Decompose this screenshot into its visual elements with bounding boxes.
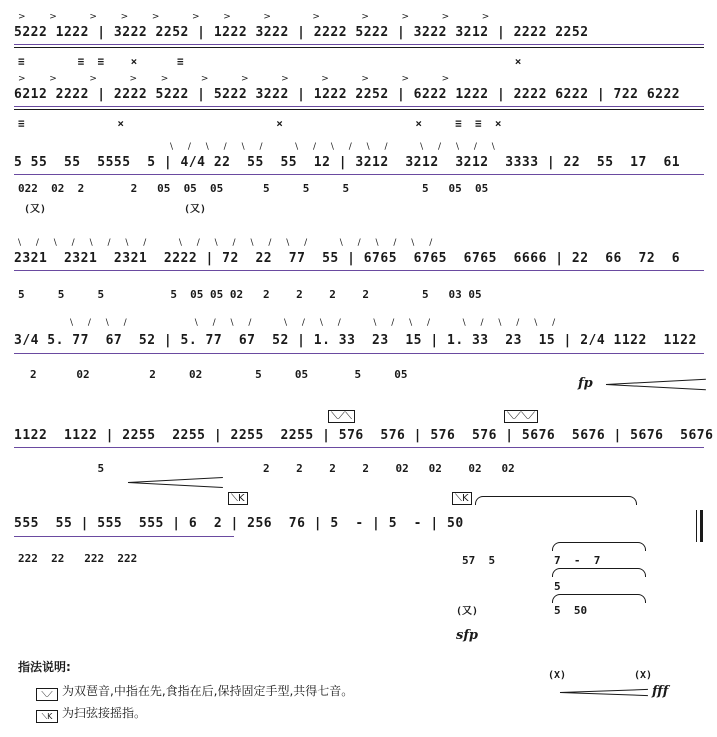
- voice-2a: 7 - 7: [554, 554, 601, 567]
- technique-box: ⟍⟋⟍⟋: [504, 410, 538, 423]
- beam-line: [14, 174, 704, 175]
- crescendo-line: [606, 384, 706, 390]
- beam-line: [14, 536, 234, 537]
- legend-item-sweep-tremolo: [36, 704, 146, 723]
- dynamic-sfp: sfp: [456, 628, 479, 643]
- accompaniment-line: ≡ × × × ≡ ≡ ×: [18, 117, 502, 130]
- tie-bracket: [552, 568, 646, 577]
- accompaniment-line: 5 5 5 5 05 05 02 2 2 2 2 5 03 05: [18, 288, 482, 301]
- dynamic-fff: fff: [652, 684, 669, 699]
- legend-title: 指法说明:: [18, 660, 71, 674]
- accompaniment-line: ≡ ≡ ≡ × ≡ ×: [18, 55, 522, 68]
- legend-item-label: 为扫弦接摇指。: [62, 706, 147, 720]
- final-barline: [700, 510, 703, 542]
- fingering-mark: (X): [634, 670, 653, 681]
- beam-line: [14, 353, 704, 354]
- beam-line: [14, 270, 704, 271]
- accent-marks: \ / \ / \ / \ / \ / \ / \ / \ / \: [170, 142, 501, 152]
- melody-line: 5 55 55 5555 5 | 4/4 22 55 55 12 | 3212 3212 3212 3333 | 22 55 17 61: [14, 155, 681, 170]
- accompaniment-line: 222 22 222 222: [18, 552, 138, 565]
- beam-line: [14, 44, 704, 45]
- double-arpeggio-icon: ⟍⟋: [36, 688, 58, 701]
- voice-2c: 5 50: [554, 604, 588, 617]
- melody-line: 555 55 | 555 555 | 6 2 | 256 76 | 5 - | 5 - | 50: [14, 516, 464, 531]
- technique-box: ⟍K: [228, 492, 248, 505]
- beam-line: [14, 47, 704, 48]
- tie-bracket: [475, 496, 637, 505]
- fingering-mark: (又): [24, 204, 47, 215]
- technique-box: ⟍K: [452, 492, 472, 505]
- accent-marks: \ / \ / \ / \ / \ / \ / \ / \ / \ / \ / \ /: [18, 238, 439, 248]
- beam-line: [14, 106, 704, 107]
- accompaniment-line: 2 02 2 02 5 05 5 05: [30, 368, 408, 381]
- voice-2b: 5: [554, 580, 561, 593]
- accent-marks: \ / \ / \ / \ / \ / \ / \ / \ / \ / \ / \ /: [70, 318, 562, 328]
- accompaniment-line: 022 02 2 2 05 05 05 5 5 5 5 05 05: [18, 182, 489, 195]
- beam-line: [14, 109, 704, 110]
- fingering-mark: (X): [548, 670, 567, 681]
- melody-line: 6212 2222 | 2222 5222 | 5222 3222 | 1222 2252 | 6222 1222 | 2222 6222 | 722 6222: [14, 87, 681, 102]
- technique-box: ⟍⟋⟍: [328, 410, 355, 423]
- decrescendo-line: [128, 482, 223, 488]
- accent-marks: > > > > > > > > > > > >: [18, 74, 456, 84]
- barline: [696, 510, 697, 542]
- legend-item-double-arpeggio: [36, 682, 353, 701]
- voice-1: 57 5: [462, 554, 496, 567]
- fingering-mark: (又): [184, 204, 207, 215]
- dynamic-fp: fp: [578, 376, 593, 391]
- melody-line: 3/4 5. 77 67 52 | 5. 77 67 52 | 1. 33 23 15 | 1. 33 23 15 | 2/4 1122 1122: [14, 333, 697, 348]
- sweep-tremolo-icon: ⟍K: [36, 710, 58, 723]
- legend-item-label: 为双琶音,中指在先,食指在后,保持固定手型,共得七音。: [62, 684, 354, 698]
- fingering-mark: (又): [456, 606, 479, 617]
- decrescendo-line: [128, 477, 223, 483]
- melody-line: 2321 2321 2321 2222 | 72 22 77 55 | 6765 6765 6765 6666 | 22 66 72 6: [14, 251, 681, 266]
- crescendo-line: [560, 692, 648, 696]
- tie-bracket: [552, 542, 646, 551]
- melody-line: 1122 1122 | 2255 2255 | 2255 2255 | 576 576 | 576 576 | 5676 5676 | 5676 5676: [14, 428, 714, 443]
- accompaniment-line: 5 2 2 2 2 02 02 02 02: [18, 462, 515, 475]
- tie-bracket: [552, 594, 646, 603]
- beam-line: [14, 447, 704, 448]
- accent-marks: > > > > > > > > > > > > >: [18, 12, 496, 22]
- melody-line: 5222 1222 | 3222 2252 | 1222 3222 | 2222 5222 | 3222 3212 | 2222 2252: [14, 25, 589, 40]
